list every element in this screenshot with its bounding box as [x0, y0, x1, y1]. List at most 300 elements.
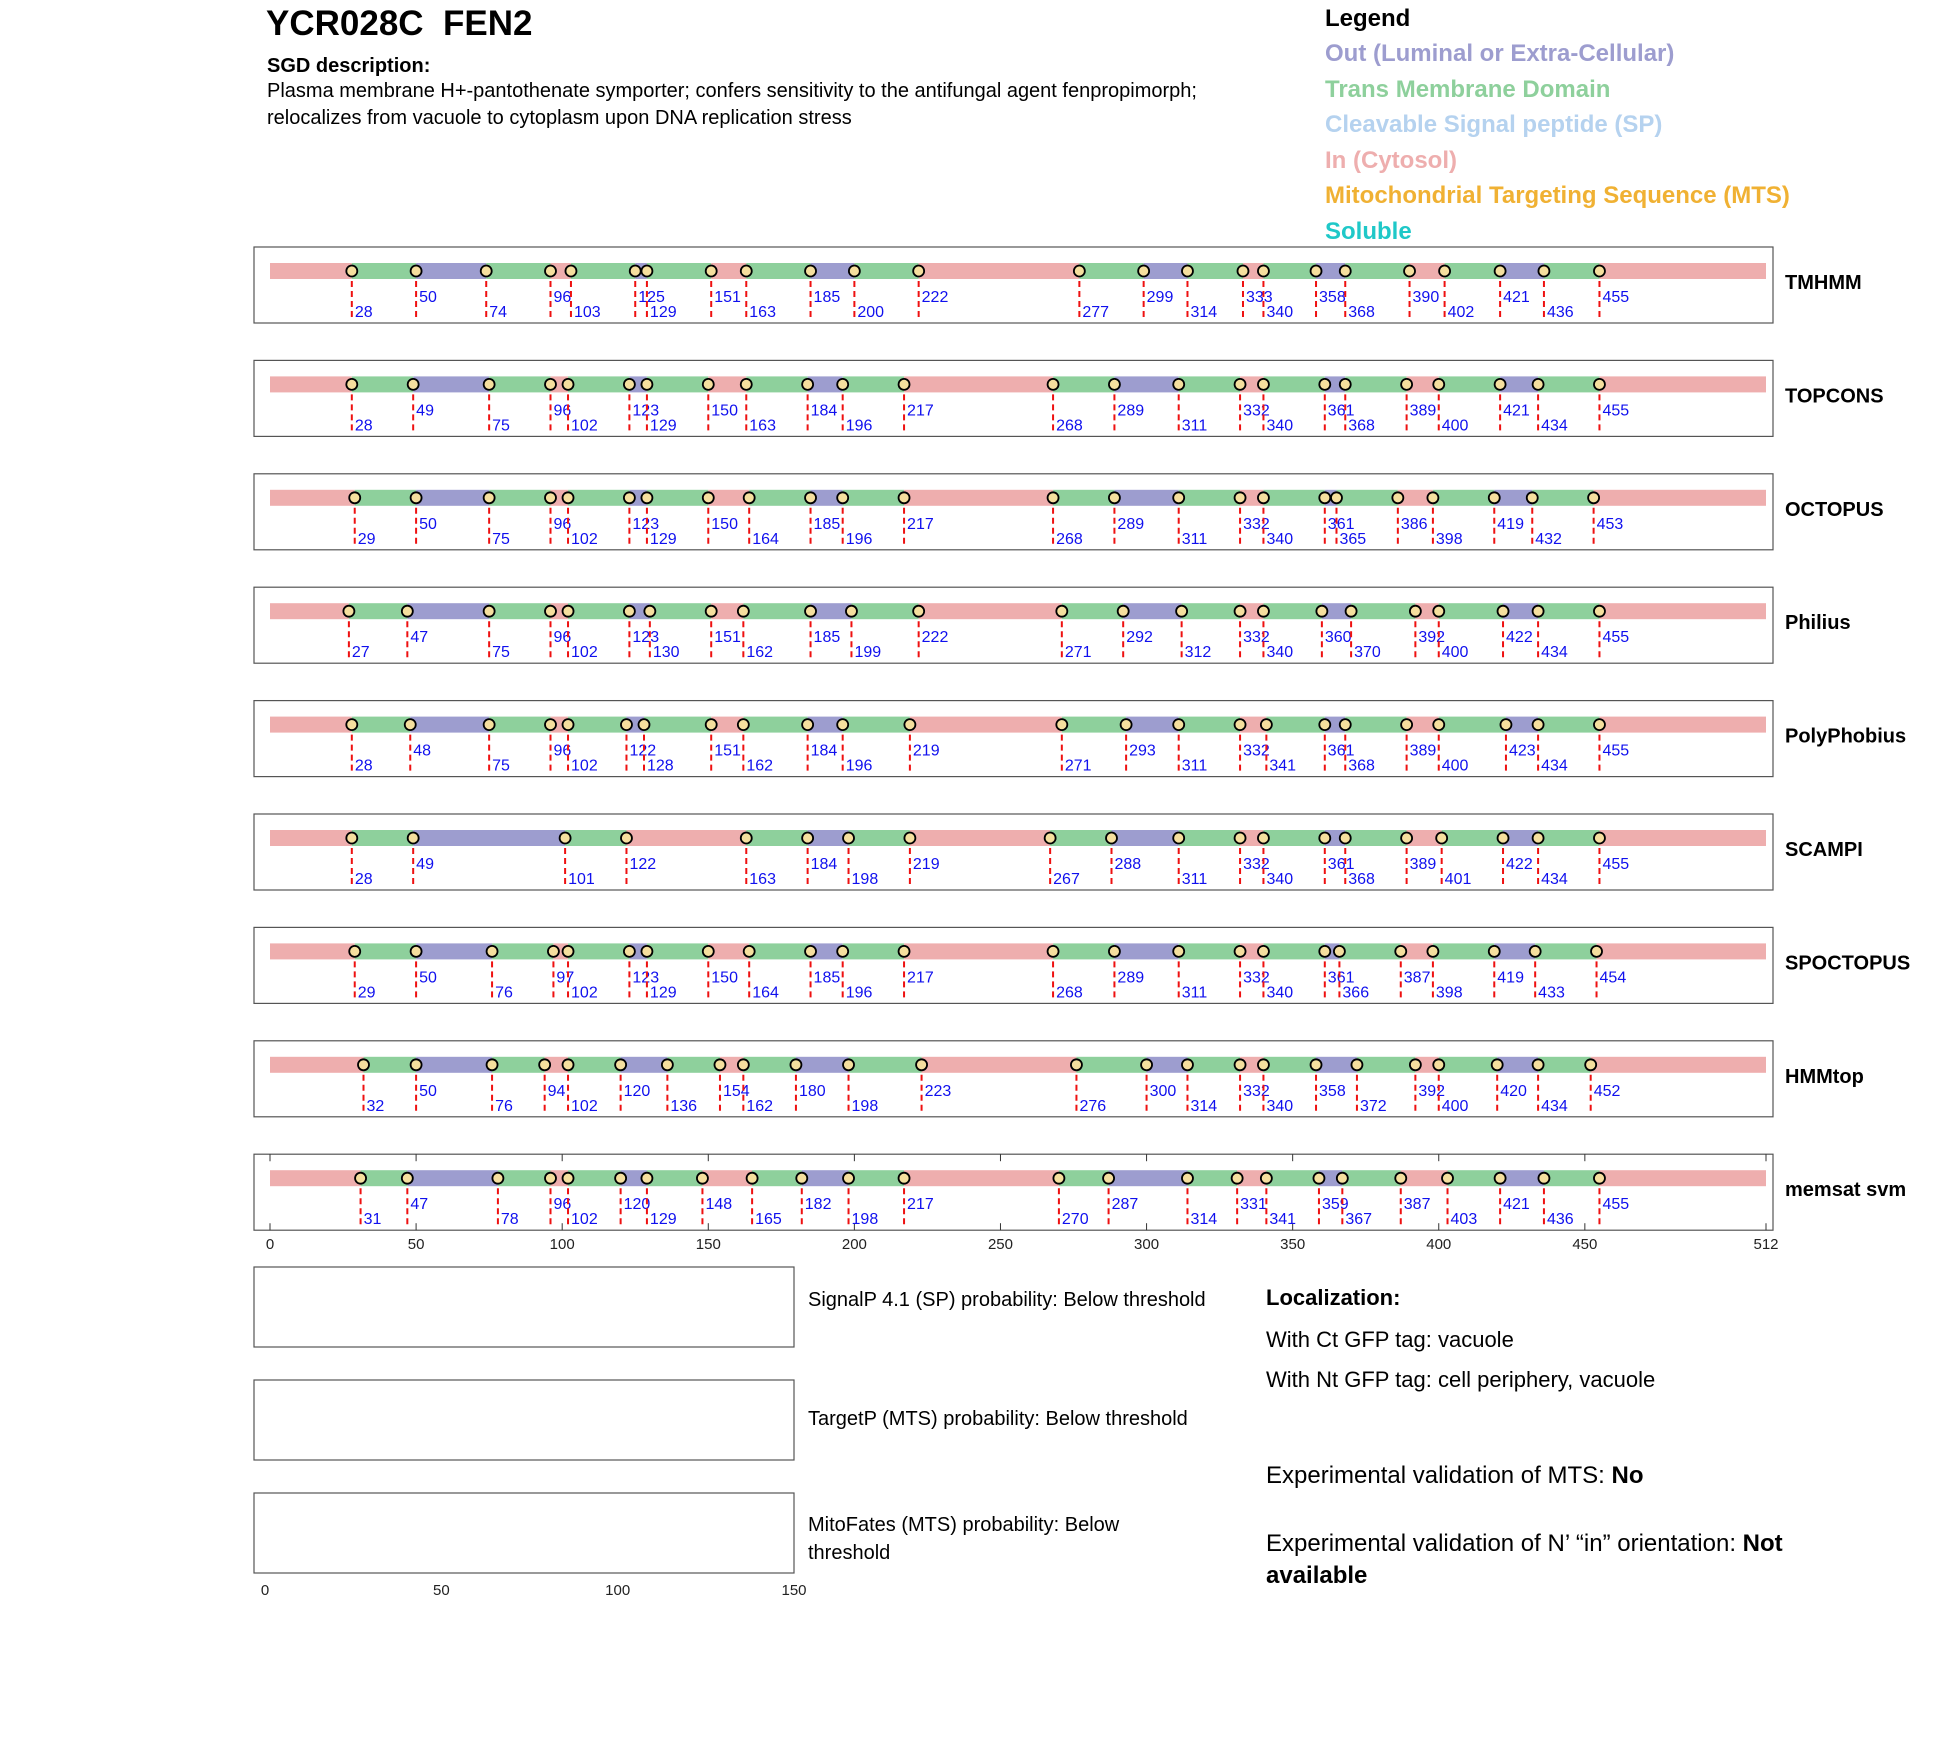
boundary-marker [1498, 606, 1509, 617]
boundary-label: 198 [851, 871, 879, 888]
segment-tm [849, 1057, 922, 1073]
boundary-marker [1258, 833, 1269, 844]
boundary-marker [1433, 1059, 1444, 1070]
mts-validation-label: Experimental validation of MTS: [1266, 1462, 1612, 1489]
boundary-marker [1311, 1059, 1322, 1070]
boundary-label: 421 [1503, 289, 1530, 306]
boundary-marker [1591, 946, 1602, 957]
segment-out [413, 376, 489, 392]
segment-tm [1342, 1170, 1400, 1186]
segment-tm [1442, 830, 1503, 846]
boundary-marker [411, 266, 422, 277]
boundary-marker [802, 379, 813, 390]
segment-tm [1433, 490, 1494, 506]
segment-tm [489, 603, 550, 619]
boundary-marker [1258, 606, 1269, 617]
boundary-marker [1331, 492, 1342, 503]
segment-tm [1538, 830, 1599, 846]
boundary-marker [563, 1173, 574, 1184]
boundary-marker [641, 492, 652, 503]
boundary-label: 129 [649, 304, 677, 321]
segment-tm [1538, 376, 1599, 392]
boundary-marker [1173, 719, 1184, 730]
segment-in [626, 830, 746, 846]
boundary-label: 434 [1541, 417, 1568, 435]
segment-tm [489, 490, 550, 506]
boundary-marker [1594, 1173, 1605, 1184]
boundary-label: 314 [1190, 1097, 1218, 1115]
boundary-label: 372 [1359, 1097, 1387, 1115]
predictor-name: memsat svm [1785, 1179, 1907, 1202]
segment-tm [349, 603, 407, 619]
boundary-marker [484, 492, 495, 503]
boundary-marker [1319, 379, 1330, 390]
boundary-marker [565, 266, 576, 277]
boundary-marker [1311, 266, 1322, 277]
boundary-label: 185 [813, 515, 841, 533]
boundary-label: 96 [553, 742, 572, 760]
boundary-marker [697, 1173, 708, 1184]
x-tick-label: 350 [1280, 1236, 1306, 1254]
boundary-marker [1048, 946, 1059, 957]
segment-out [407, 1170, 498, 1186]
boundary-label: 270 [1061, 1211, 1089, 1229]
boundary-label: 163 [749, 304, 776, 321]
boundary-marker [805, 492, 816, 503]
boundary-label: 340 [1266, 530, 1294, 548]
boundary-label: 400 [1441, 417, 1469, 435]
segment-tm [352, 717, 410, 733]
boundary-label: 164 [752, 984, 779, 1002]
boundary-label: 361 [1327, 402, 1355, 420]
boundary-label: 129 [649, 984, 677, 1002]
boundary-label: 162 [746, 757, 774, 775]
boundary-marker [1533, 833, 1544, 844]
boundary-marker [1258, 946, 1269, 957]
boundary-marker [641, 1173, 652, 1184]
boundary-marker [904, 833, 915, 844]
boundary-label: 129 [649, 417, 677, 435]
segment-in [904, 1170, 1059, 1186]
boundary-label: 76 [495, 1097, 513, 1115]
boundary-marker [837, 719, 848, 730]
segment-in [270, 717, 352, 733]
boundary-label: 452 [1593, 1082, 1621, 1100]
x-tick-label: 50 [407, 1236, 425, 1254]
segment-tm [650, 603, 711, 619]
boundary-marker [1442, 1173, 1453, 1184]
boundary-label: 390 [1412, 289, 1440, 306]
boundary-label: 136 [670, 1097, 698, 1115]
segment-in [1599, 603, 1766, 619]
boundary-label: 389 [1409, 856, 1437, 873]
boundary-marker [1404, 266, 1415, 277]
boundary-marker [1141, 1059, 1152, 1070]
boundary-marker [1410, 606, 1421, 617]
boundary-marker [1395, 946, 1406, 957]
boundary-marker [615, 1173, 626, 1184]
boundary-marker [1433, 379, 1444, 390]
boundary-marker [913, 606, 924, 617]
boundary-marker [1427, 492, 1438, 503]
boundary-marker [1594, 379, 1605, 390]
prob-x-tick-label: 50 [432, 1582, 450, 1599]
boundary-label: 74 [489, 304, 508, 321]
boundary-marker [1071, 1059, 1082, 1070]
segment-out [802, 1170, 849, 1186]
boundary-marker [621, 719, 632, 730]
boundary-marker [1121, 719, 1132, 730]
boundary-marker [411, 492, 422, 503]
track-frame [254, 1154, 1773, 1230]
boundary-label: 299 [1146, 289, 1174, 306]
boundary-label: 101 [568, 871, 595, 888]
segment-tm [1439, 603, 1503, 619]
boundary-marker [539, 1059, 550, 1070]
boundary-marker [1176, 606, 1187, 617]
segment-tm [492, 943, 553, 959]
boundary-label: 366 [1342, 984, 1370, 1002]
boundary-marker [899, 492, 910, 503]
boundary-label: 217 [907, 969, 934, 987]
boundary-marker [741, 266, 752, 277]
boundary-label: 420 [1500, 1082, 1527, 1100]
boundary-label: 423 [1508, 742, 1536, 760]
boundary-marker [837, 946, 848, 957]
boundary-marker [1056, 606, 1067, 617]
boundary-marker [548, 946, 559, 957]
segment-tm [1345, 717, 1406, 733]
segment-tm [752, 1170, 802, 1186]
boundary-label: 162 [746, 1097, 774, 1115]
boundary-marker [1048, 492, 1059, 503]
boundary-marker [1538, 1173, 1549, 1184]
boundary-marker [1319, 719, 1330, 730]
boundary-label: 398 [1435, 530, 1463, 548]
boundary-marker [1319, 833, 1330, 844]
boundary-marker [1530, 946, 1541, 957]
segment-tm [352, 830, 413, 846]
segment-out [811, 263, 855, 279]
segment-tm [1263, 1057, 1316, 1073]
boundary-label: 75 [492, 417, 510, 435]
segment-out [1114, 490, 1178, 506]
boundary-label: 50 [419, 969, 437, 987]
boundary-marker [402, 1173, 413, 1184]
boundary-label: 455 [1602, 1196, 1630, 1214]
boundary-label: 196 [845, 984, 873, 1002]
boundary-label: 184 [810, 856, 838, 873]
segment-in [904, 943, 1053, 959]
segment-tm [647, 490, 708, 506]
boundary-label: 154 [722, 1082, 750, 1100]
boundary-marker [1074, 266, 1085, 277]
boundary-label: 360 [1324, 629, 1352, 647]
boundary-label: 311 [1181, 871, 1208, 888]
boundary-marker [1319, 946, 1330, 957]
boundary-marker [899, 379, 910, 390]
segment-tm [355, 943, 416, 959]
boundary-marker [662, 1059, 673, 1070]
boundary-marker [741, 379, 752, 390]
boundary-label: 96 [553, 402, 572, 420]
boundary-marker [1109, 492, 1120, 503]
boundary-label: 300 [1149, 1082, 1177, 1100]
segment-tm [1079, 263, 1143, 279]
boundary-label: 421 [1503, 1196, 1530, 1214]
segment-out [1500, 1170, 1544, 1186]
boundary-label: 163 [749, 871, 776, 888]
segment-tm [647, 943, 708, 959]
boundary-marker [1313, 1173, 1324, 1184]
x-tick-label: 150 [695, 1236, 721, 1254]
boundary-label: 125 [638, 289, 665, 306]
boundary-label: 314 [1190, 1211, 1218, 1229]
boundary-marker [1048, 379, 1059, 390]
boundary-marker [349, 946, 360, 957]
track-octopus [254, 474, 1884, 550]
boundary-label: 150 [711, 402, 738, 420]
segment-tm [1263, 603, 1321, 619]
boundary-label: 271 [1064, 757, 1092, 775]
boundary-label: 340 [1266, 984, 1294, 1002]
boundary-label: 102 [571, 417, 598, 435]
boundary-label: 287 [1111, 1196, 1139, 1214]
x-tick-label: 450 [1572, 1236, 1598, 1254]
boundary-label: 198 [851, 1097, 879, 1115]
boundary-label: 436 [1546, 1211, 1574, 1229]
boundary-marker [1340, 719, 1351, 730]
segment-in [1599, 830, 1766, 846]
boundary-label: 433 [1538, 984, 1565, 1002]
boundary-label: 94 [547, 1082, 566, 1100]
segment-out [1123, 603, 1181, 619]
nin-validation [1266, 1528, 1866, 1592]
boundary-label: 387 [1403, 1196, 1431, 1214]
boundary-label: 453 [1596, 515, 1624, 533]
boundary-marker [641, 379, 652, 390]
boundary-label: 151 [714, 629, 741, 647]
x-tick-label: 100 [549, 1236, 575, 1254]
boundary-marker [355, 1173, 366, 1184]
boundary-marker [484, 379, 495, 390]
boundary-marker [1500, 719, 1511, 730]
segment-out [1114, 943, 1178, 959]
legend-title: Legend [1325, 5, 1411, 32]
boundary-marker [624, 492, 635, 503]
boundary-label: 32 [366, 1097, 385, 1115]
boundary-marker [790, 1059, 801, 1070]
predictor-name: HMMtop [1785, 1065, 1864, 1088]
boundary-marker [411, 1059, 422, 1070]
segment-in [1401, 1170, 1448, 1186]
boundary-label: 332 [1243, 742, 1270, 760]
segment-tm [1439, 376, 1500, 392]
boundary-label: 311 [1181, 417, 1208, 435]
boundary-marker [1235, 719, 1246, 730]
segment-tm [1179, 376, 1240, 392]
boundary-marker [563, 946, 574, 957]
boundary-marker [1053, 1173, 1064, 1184]
boundary-marker [563, 492, 574, 503]
segment-out [621, 1057, 668, 1073]
boundary-marker [545, 379, 556, 390]
boundary-label: 217 [907, 1196, 934, 1214]
track-spoctopus [254, 927, 1910, 1003]
boundary-marker [1594, 833, 1605, 844]
segment-tm [568, 376, 629, 392]
boundary-marker [1527, 492, 1538, 503]
boundary-marker [1316, 606, 1327, 617]
boundary-marker [703, 379, 714, 390]
segment-in [1597, 943, 1766, 959]
segment-tm [1187, 1170, 1237, 1186]
segment-tm [1266, 1170, 1319, 1186]
boundary-label: 392 [1418, 629, 1446, 647]
boundary-label: 222 [921, 289, 949, 306]
segment-tm [1433, 943, 1494, 959]
boundary-label: 359 [1321, 1196, 1349, 1214]
boundary-marker [802, 833, 813, 844]
segment-out [416, 490, 489, 506]
boundary-label: 219 [912, 856, 940, 873]
track-polyphobius [254, 701, 1906, 777]
boundary-label: 340 [1266, 417, 1294, 435]
boundary-marker [805, 606, 816, 617]
boundary-label: 200 [857, 304, 885, 321]
legend-item-mts: Mitochondrial Targeting Sequence (MTS) [1325, 182, 1790, 209]
boundary-label: 123 [632, 969, 660, 987]
boundary-label: 196 [845, 757, 873, 775]
boundary-label: 96 [553, 515, 572, 533]
boundary-label: 288 [1114, 856, 1142, 873]
segment-in [270, 376, 352, 392]
boundary-marker [1235, 1059, 1246, 1070]
boundary-marker [1258, 379, 1269, 390]
segment-tm [1266, 717, 1324, 733]
boundary-label: 368 [1348, 304, 1375, 321]
segment-tm [1182, 603, 1240, 619]
segment-in [1599, 263, 1766, 279]
boundary-label: 29 [357, 984, 376, 1002]
boundary-label: 120 [623, 1082, 651, 1100]
boundary-marker [1173, 492, 1184, 503]
boundary-marker [644, 606, 655, 617]
track-hmmtop [254, 1041, 1864, 1117]
segment-tm [492, 1057, 545, 1073]
segment-tm [486, 263, 550, 279]
boundary-marker [624, 379, 635, 390]
segment-tm [568, 717, 626, 733]
legend-item-sp: Cleavable Signal peptide (SP) [1325, 111, 1663, 138]
segment-in [1599, 1170, 1766, 1186]
boundary-label: 332 [1243, 969, 1270, 987]
boundary-marker [563, 719, 574, 730]
predictor-name: Philius [1785, 612, 1851, 635]
boundary-label: 123 [632, 402, 660, 420]
segment-out [1109, 1170, 1188, 1186]
segment-tm [743, 717, 807, 733]
segment-tm [746, 376, 807, 392]
boundary-marker [346, 833, 357, 844]
boundary-label: 75 [492, 644, 510, 662]
boundary-label: 361 [1327, 969, 1355, 987]
segment-tm [568, 1057, 621, 1073]
segment-tm [1351, 603, 1415, 619]
prob-panel-0 [254, 1267, 794, 1347]
segment-tm [1263, 490, 1324, 506]
boundary-marker [837, 492, 848, 503]
boundary-label: 292 [1126, 629, 1153, 647]
boundary-marker [1439, 266, 1450, 277]
boundary-marker [1182, 1059, 1193, 1070]
boundary-label: 196 [845, 417, 873, 435]
boundary-marker [805, 946, 816, 957]
segment-in [922, 1057, 1077, 1073]
segment-tm [1263, 943, 1324, 959]
boundary-label: 402 [1447, 304, 1475, 321]
boundary-marker [741, 833, 752, 844]
boundary-label: 148 [705, 1196, 733, 1214]
boundary-label: 293 [1129, 742, 1156, 760]
legend-item-tm: Trans Membrane Domain [1325, 75, 1611, 103]
boundary-marker [1337, 1173, 1348, 1184]
boundary-marker [703, 492, 714, 503]
segment-tm [364, 1057, 417, 1073]
boundary-label: 122 [629, 856, 657, 873]
segment-tm [647, 1170, 703, 1186]
segment-tm [1544, 263, 1600, 279]
boundary-marker [1588, 492, 1599, 503]
boundary-marker [615, 1059, 626, 1070]
boundary-label: 332 [1243, 856, 1270, 873]
segment-out [1126, 717, 1179, 733]
segment-tm [1187, 1057, 1240, 1073]
mitofates-text: MitoFates (MTS) probability: Below threshold [808, 1514, 1120, 1564]
boundary-label: 151 [714, 742, 741, 760]
boundary-marker [411, 946, 422, 957]
boundary-marker [738, 1059, 749, 1070]
segment-tm [1544, 1170, 1600, 1186]
boundary-label: 28 [354, 757, 373, 775]
segment-in [919, 603, 1062, 619]
segment-tm [647, 263, 711, 279]
boundary-marker [346, 266, 357, 277]
boundary-marker [563, 606, 574, 617]
segment-in [270, 603, 349, 619]
segment-tm [1448, 1170, 1501, 1186]
boundary-label: 333 [1245, 289, 1273, 306]
segment-out [1144, 263, 1188, 279]
boundary-marker [545, 492, 556, 503]
boundary-label: 123 [632, 629, 660, 647]
boundary-marker [1232, 1173, 1243, 1184]
boundary-label: 422 [1506, 856, 1533, 873]
boundary-label: 217 [907, 402, 934, 420]
boundary-marker [916, 1059, 927, 1070]
boundary-label: 96 [553, 289, 572, 306]
boundary-marker [349, 492, 360, 503]
boundary-marker [481, 266, 492, 277]
segment-tm [1538, 717, 1599, 733]
boundary-marker [1498, 833, 1509, 844]
segment-tm [1445, 263, 1501, 279]
segment-tm [749, 943, 810, 959]
segment-tm [1439, 1057, 1497, 1073]
boundary-label: 268 [1056, 984, 1083, 1002]
boundary-label: 368 [1348, 871, 1375, 888]
boundary-label: 120 [623, 1196, 651, 1214]
